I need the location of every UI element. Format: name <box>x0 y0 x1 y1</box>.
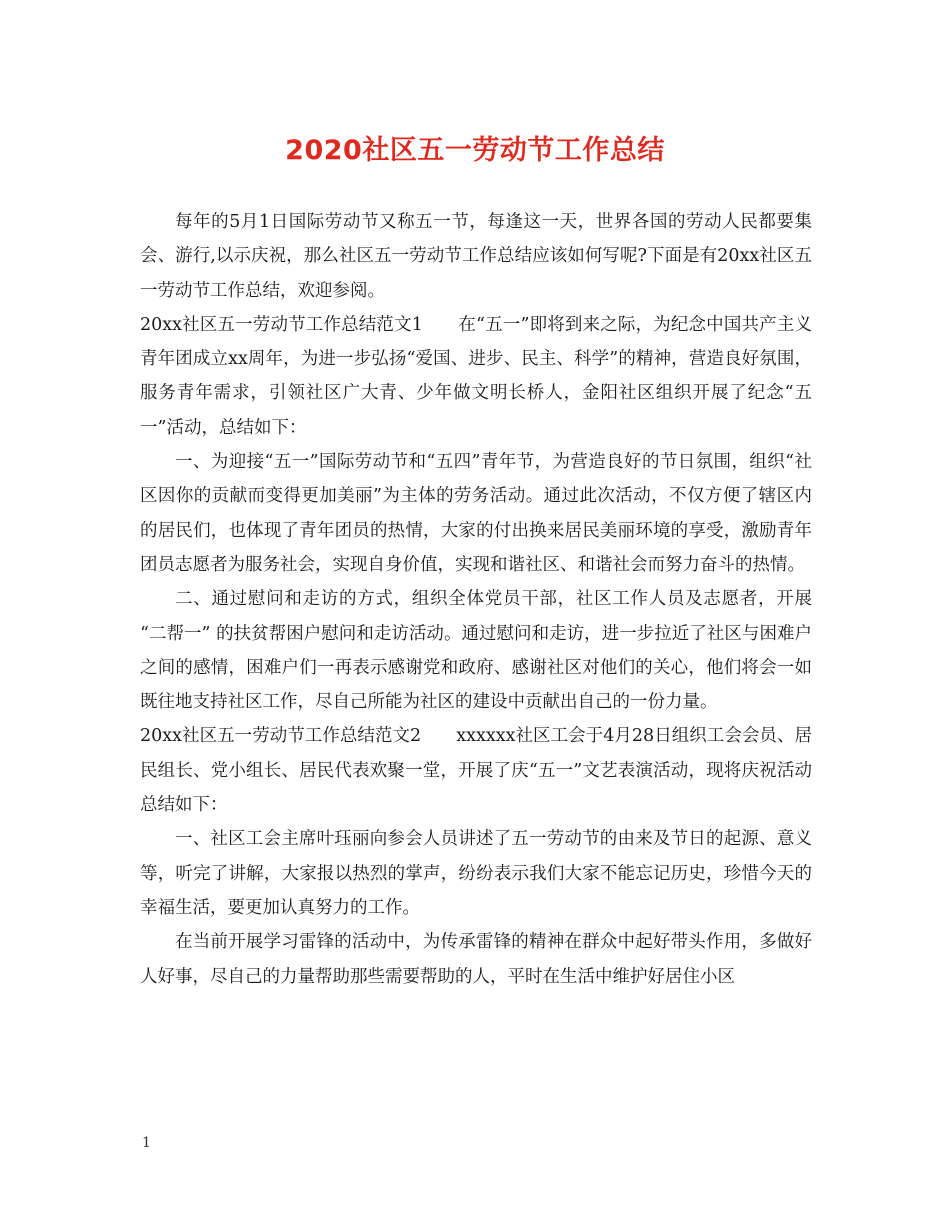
document-title: 2020社区五一劳动节工作总结 <box>285 135 665 166</box>
paragraph-sample-2-part-2: 在当前开展学习雷锋的活动中，为传承雷锋的精神在群众中起好带头作用，多做好人好事，尽自己的力量帮助那些需要帮助的人，平时在生活中维护好居住小区 <box>140 932 812 987</box>
paragraph-sample-1-opening: 20xx社区五一劳动节工作总结范文1 在“五一”即将到来之际，为纪念中国共产主义青年团成立xx周年，为进一步弘扬“爱国、进步、民主、科学”的精神，营造良好氛围，服务青年需求，引领社区广大青、少年做文明长桥人，金阳社区组织开展了纪念“五一”活动，总结如下： <box>140 314 812 438</box>
paragraph-sample-1-part-1: 一、为迎接“五一”国际劳动节和“五四”青年节，为营造良好的节日氛围，组织“社区因你的贡献而变得更加美丽”为主体的劳务活动。通过此次活动，不仅方便了辖区内的居民们，也体现了青年团员的热情，大家的付出换来居民美丽环境的享受，激励青年团员志愿者为服务社会，实现自身价值，实现和谐社区、和谐社会而努力奋斗的热情。 <box>140 452 812 575</box>
document-body <box>140 205 812 994</box>
paragraph-intro: 每年的5月1日国际劳动节又称五一节，每逢这一天，世界各国的劳动人民都要集会、游行,以示庆祝，那么社区五一劳动节工作总结应该如何写呢?下面是有20xx社区五一劳动节工作总结，欢迎参阅。 <box>140 212 812 301</box>
paragraph-sample-2-part-1: 一、社区工会主席叶珏丽向参会人员讲述了五一劳动节的由来及节日的起源、意义等，听完了讲解，大家报以热烈的掌声，纷纷表示我们大家不能忘记历史，珍惜今天的幸福生活，要更加认真努力的工作。 <box>140 829 812 918</box>
paragraph-sample-2-opening: 20xx社区五一劳动节工作总结范文2 xxxxxx社区工会于4月28日组织工会会员、居民组长、党小组长、居民代表欢聚一堂，开展了庆“五一”文艺表演活动，现将庆祝活动总结如下： <box>140 726 812 816</box>
page-number: 1 <box>142 1135 151 1151</box>
paragraph-sample-1-part-2: 二、通过慰问和走访的方式，组织全体党员干部，社区工作人员及志愿者，开展 “二帮一” 的扶贫帮困户慰问和走访活动。通过慰问和走访，进一步拉近了社区与困难户之间的感情，困难户们一再表示感谢党和政府、感谢社区对他们的关心，他们将会一如既往地支持社区工作，尽自己所能为社区的建设中贡献出自己的一份力量。 <box>140 589 812 713</box>
